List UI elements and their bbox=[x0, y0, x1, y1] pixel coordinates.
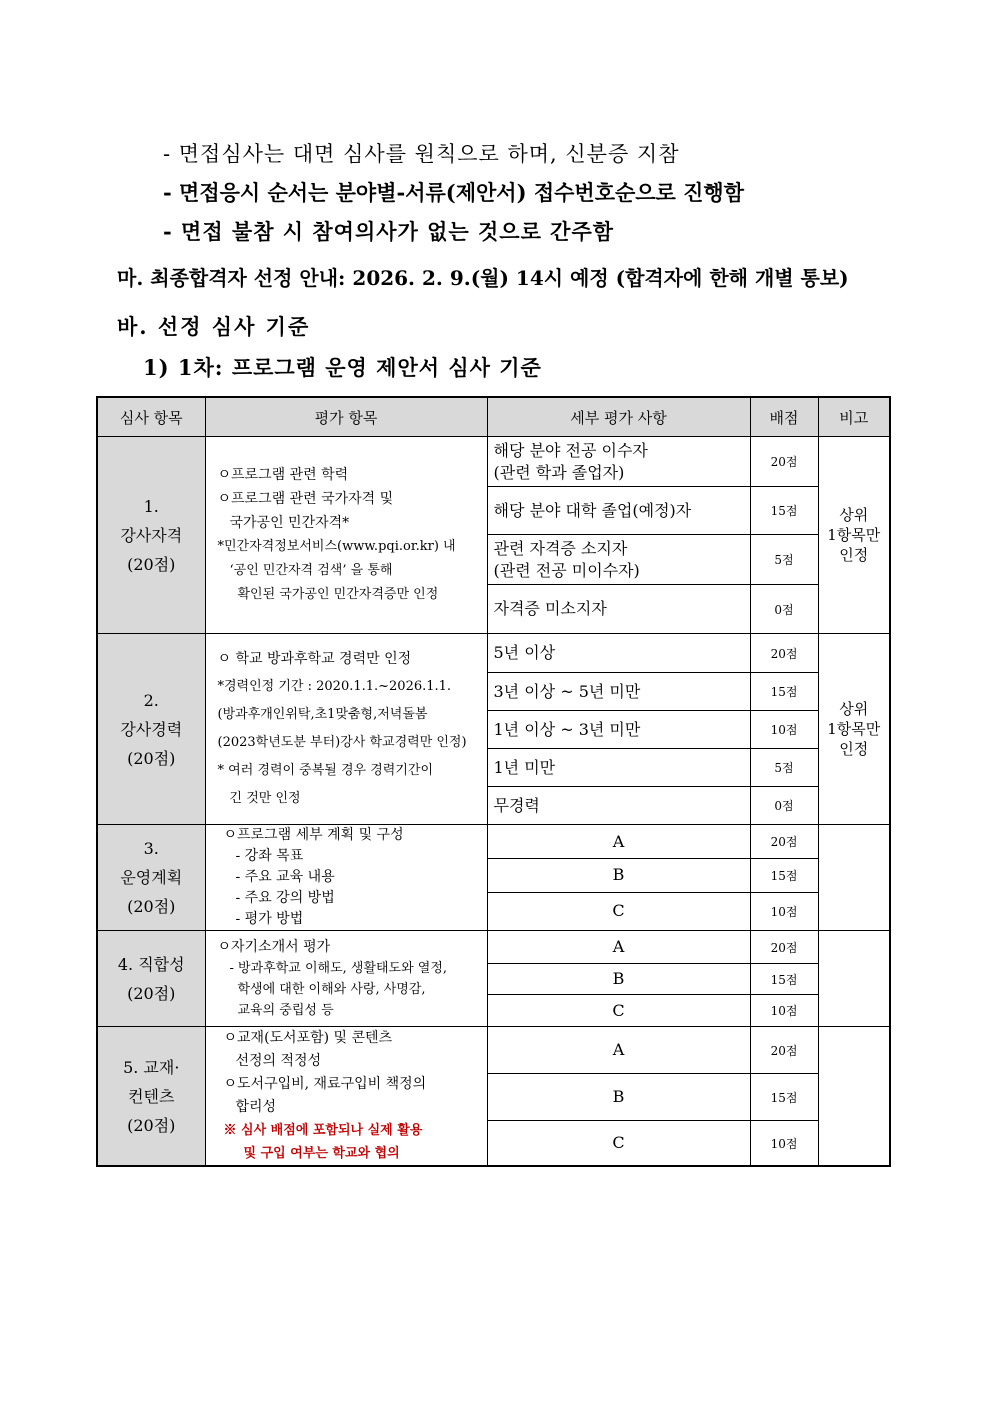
category-cell bbox=[97, 437, 205, 634]
remark-text: 인정 bbox=[839, 546, 869, 564]
eval-text: ㅇ교재(도서포함) 및 콘텐츠 bbox=[223, 1030, 393, 1046]
eval-text: ㅇ프로그램 관련 국가자격 및 bbox=[217, 491, 394, 507]
category-cell bbox=[97, 931, 205, 1027]
eval-text: ㅇ도서구입비, 재료구입비 책정의 bbox=[223, 1076, 427, 1092]
score-cell: 0점 bbox=[750, 787, 818, 825]
eval-text: - 평가 방법 bbox=[235, 911, 304, 927]
score-cell: 15점 bbox=[750, 1074, 818, 1121]
detail-cell: 무경력 bbox=[487, 787, 750, 825]
criteria-table bbox=[96, 396, 891, 1167]
cat-text: (20점) bbox=[127, 983, 176, 1003]
score-cell: 20점 bbox=[750, 931, 818, 964]
eval-text: - 주요 교육 내용 bbox=[235, 869, 335, 885]
eval-cell bbox=[205, 437, 487, 634]
detail-cell: A bbox=[487, 1027, 750, 1074]
score-cell: 10점 bbox=[750, 711, 818, 749]
eval-text: *민간자격정보서비스(www.pqi.or.kr) 내 bbox=[217, 539, 456, 554]
cat-text: 3. bbox=[143, 839, 159, 858]
eval-text: 합리성 bbox=[235, 1099, 277, 1115]
eval-text: 선정의 적정성 bbox=[235, 1053, 322, 1069]
eval-cell bbox=[205, 825, 487, 931]
remark-cell bbox=[818, 437, 890, 634]
score-cell: 15점 bbox=[750, 964, 818, 995]
subsection-heading: 1) 1차: 프로그램 운영 제안서 심사 기준 bbox=[143, 355, 542, 380]
category-cell bbox=[97, 634, 205, 825]
score-cell: 5점 bbox=[750, 535, 818, 585]
header-remark: 비고 bbox=[818, 397, 890, 437]
cat-text: 운영계획 bbox=[120, 868, 183, 887]
score-cell: 20점 bbox=[750, 1027, 818, 1074]
cat-text: 컨텐츠 bbox=[128, 1086, 175, 1106]
eval-text: (2023학년도분 부터)강사 학교경력만 인정) bbox=[217, 735, 467, 750]
score-cell: 15점 bbox=[750, 673, 818, 711]
score-cell: 10점 bbox=[750, 1121, 818, 1166]
cat-text: 1. bbox=[143, 496, 159, 516]
eval-text: - 방과후학교 이해도, 생활태도와 열정, bbox=[229, 960, 448, 976]
eval-cell bbox=[205, 1027, 487, 1167]
eval-text: 학생에 대한 이해와 사랑, 사명감, bbox=[237, 981, 426, 997]
remark-text: 상위 bbox=[839, 506, 869, 524]
header-score: 배점 bbox=[750, 397, 818, 437]
remark-text: 1항목만 bbox=[827, 526, 881, 544]
eval-text: * 여러 경력이 중복될 경우 경력기간이 bbox=[217, 763, 434, 778]
detail-cell: 해당 분야 대학 졸업(예정)자 bbox=[487, 487, 750, 535]
cat-text: 5. 교재· bbox=[123, 1057, 180, 1077]
remark-cell bbox=[818, 931, 890, 1027]
eval-text: 교육의 중립성 등 bbox=[237, 1002, 334, 1018]
eval-cell bbox=[205, 634, 487, 825]
remark-text: 인정 bbox=[839, 740, 869, 758]
eval-warning: 및 구입 여부는 학교와 협의 bbox=[243, 1146, 400, 1161]
detail-cell: 5년 이상 bbox=[487, 634, 750, 673]
detail-cell: A bbox=[487, 825, 750, 859]
cat-text: (20점) bbox=[127, 897, 176, 916]
eval-text: ‘공인 민간자격 검색’ 을 통해 bbox=[229, 563, 393, 578]
cat-text: 강사자격 bbox=[120, 525, 183, 545]
category-cell bbox=[97, 825, 205, 931]
intro-line-1: - 면접심사는 대면 심사를 원칙으로 하며, 신분증 지참 bbox=[163, 142, 680, 166]
detail-text: (관련 학과 졸업자) bbox=[493, 462, 625, 482]
remark-text: 상위 bbox=[839, 700, 869, 718]
eval-text: ㅇ프로그램 세부 계획 및 구성 bbox=[223, 827, 404, 843]
header-eval: 평가 항목 bbox=[205, 397, 487, 437]
eval-text: ㅇ자기소개서 평가 bbox=[217, 938, 331, 955]
score-cell: 20점 bbox=[750, 825, 818, 859]
cat-text: 2. bbox=[143, 690, 159, 710]
remark-cell bbox=[818, 825, 890, 931]
detail-cell: C bbox=[487, 995, 750, 1027]
score-cell: 10점 bbox=[750, 995, 818, 1027]
eval-cell bbox=[205, 931, 487, 1027]
cat-text: (20점) bbox=[127, 748, 176, 768]
detail-cell: B bbox=[487, 964, 750, 995]
detail-text: (관련 전공 미이수자) bbox=[493, 560, 640, 580]
score-cell: 20점 bbox=[750, 634, 818, 673]
intro-line-3: - 면접 불참 시 참여의사가 없는 것으로 간주함 bbox=[163, 219, 615, 244]
remark-cell bbox=[818, 634, 890, 825]
eval-text: 확인된 국가공인 민간자격증만 인정 bbox=[237, 587, 439, 602]
detail-text: 해당 분야 전공 이수자 bbox=[493, 440, 648, 460]
eval-text: - 강좌 목표 bbox=[235, 848, 304, 864]
detail-cell bbox=[487, 535, 750, 585]
detail-cell: A bbox=[487, 931, 750, 964]
cat-text: 4. 직합성 bbox=[117, 954, 185, 974]
intro-line-2: - 면접응시 순서는 분야별-서류(제안서) 접수번호순으로 진행함 bbox=[163, 180, 745, 205]
eval-text: (방과후개인위탁,초1맞춤형,저녁돌봄 bbox=[217, 707, 428, 722]
category-cell bbox=[97, 1027, 205, 1167]
detail-cell: C bbox=[487, 892, 750, 930]
score-cell: 20점 bbox=[750, 437, 818, 487]
header-detail: 세부 평가 사항 bbox=[487, 397, 750, 437]
table-row bbox=[97, 437, 890, 487]
detail-cell: 1년 이상 ~ 3년 미만 bbox=[487, 711, 750, 749]
cat-text: (20점) bbox=[127, 1115, 176, 1135]
final-announcement: 마. 최종합격자 선정 안내: 2026. 2. 9.(월) 14시 예정 (합격자에 한해 개별 통보) bbox=[117, 266, 849, 290]
detail-cell: B bbox=[487, 859, 750, 892]
remark-cell bbox=[818, 1027, 890, 1167]
eval-text: ㅇ프로그램 관련 학력 bbox=[217, 467, 349, 483]
detail-cell bbox=[487, 437, 750, 487]
detail-cell: 3년 이상 ~ 5년 미만 bbox=[487, 673, 750, 711]
remark-text: 1항목만 bbox=[827, 720, 881, 738]
table-row bbox=[97, 825, 890, 859]
section-heading: 바. 선정 심사 기준 bbox=[117, 314, 311, 339]
table-header-row bbox=[97, 397, 890, 437]
table-row bbox=[97, 1027, 890, 1074]
detail-cell: 자격증 미소지자 bbox=[487, 585, 750, 634]
score-cell: 15점 bbox=[750, 859, 818, 892]
score-cell: 5점 bbox=[750, 749, 818, 787]
detail-cell: 1년 미만 bbox=[487, 749, 750, 787]
table-row bbox=[97, 634, 890, 673]
cat-text: 강사경력 bbox=[120, 719, 183, 739]
score-cell: 15점 bbox=[750, 487, 818, 535]
table-row bbox=[97, 931, 890, 964]
cat-text: (20점) bbox=[127, 554, 176, 574]
eval-text: ㅇ 학교 방과후학교 경력만 인정 bbox=[217, 651, 412, 667]
score-cell: 0점 bbox=[750, 585, 818, 634]
eval-text: 긴 것만 인정 bbox=[229, 791, 301, 806]
eval-text: 국가공인 민간자격* bbox=[229, 515, 350, 531]
detail-cell: B bbox=[487, 1074, 750, 1121]
detail-text: 관련 자격증 소지자 bbox=[493, 538, 628, 558]
score-cell: 10점 bbox=[750, 892, 818, 930]
header-category: 심사 항목 bbox=[97, 397, 205, 437]
eval-text: *경력인정 기간 : 2020.1.1.~2026.1.1. bbox=[217, 679, 452, 694]
detail-cell: C bbox=[487, 1121, 750, 1166]
eval-text: - 주요 강의 방법 bbox=[235, 890, 335, 906]
eval-warning: ※ 심사 배점에 포함되나 실제 활용 bbox=[223, 1123, 423, 1138]
